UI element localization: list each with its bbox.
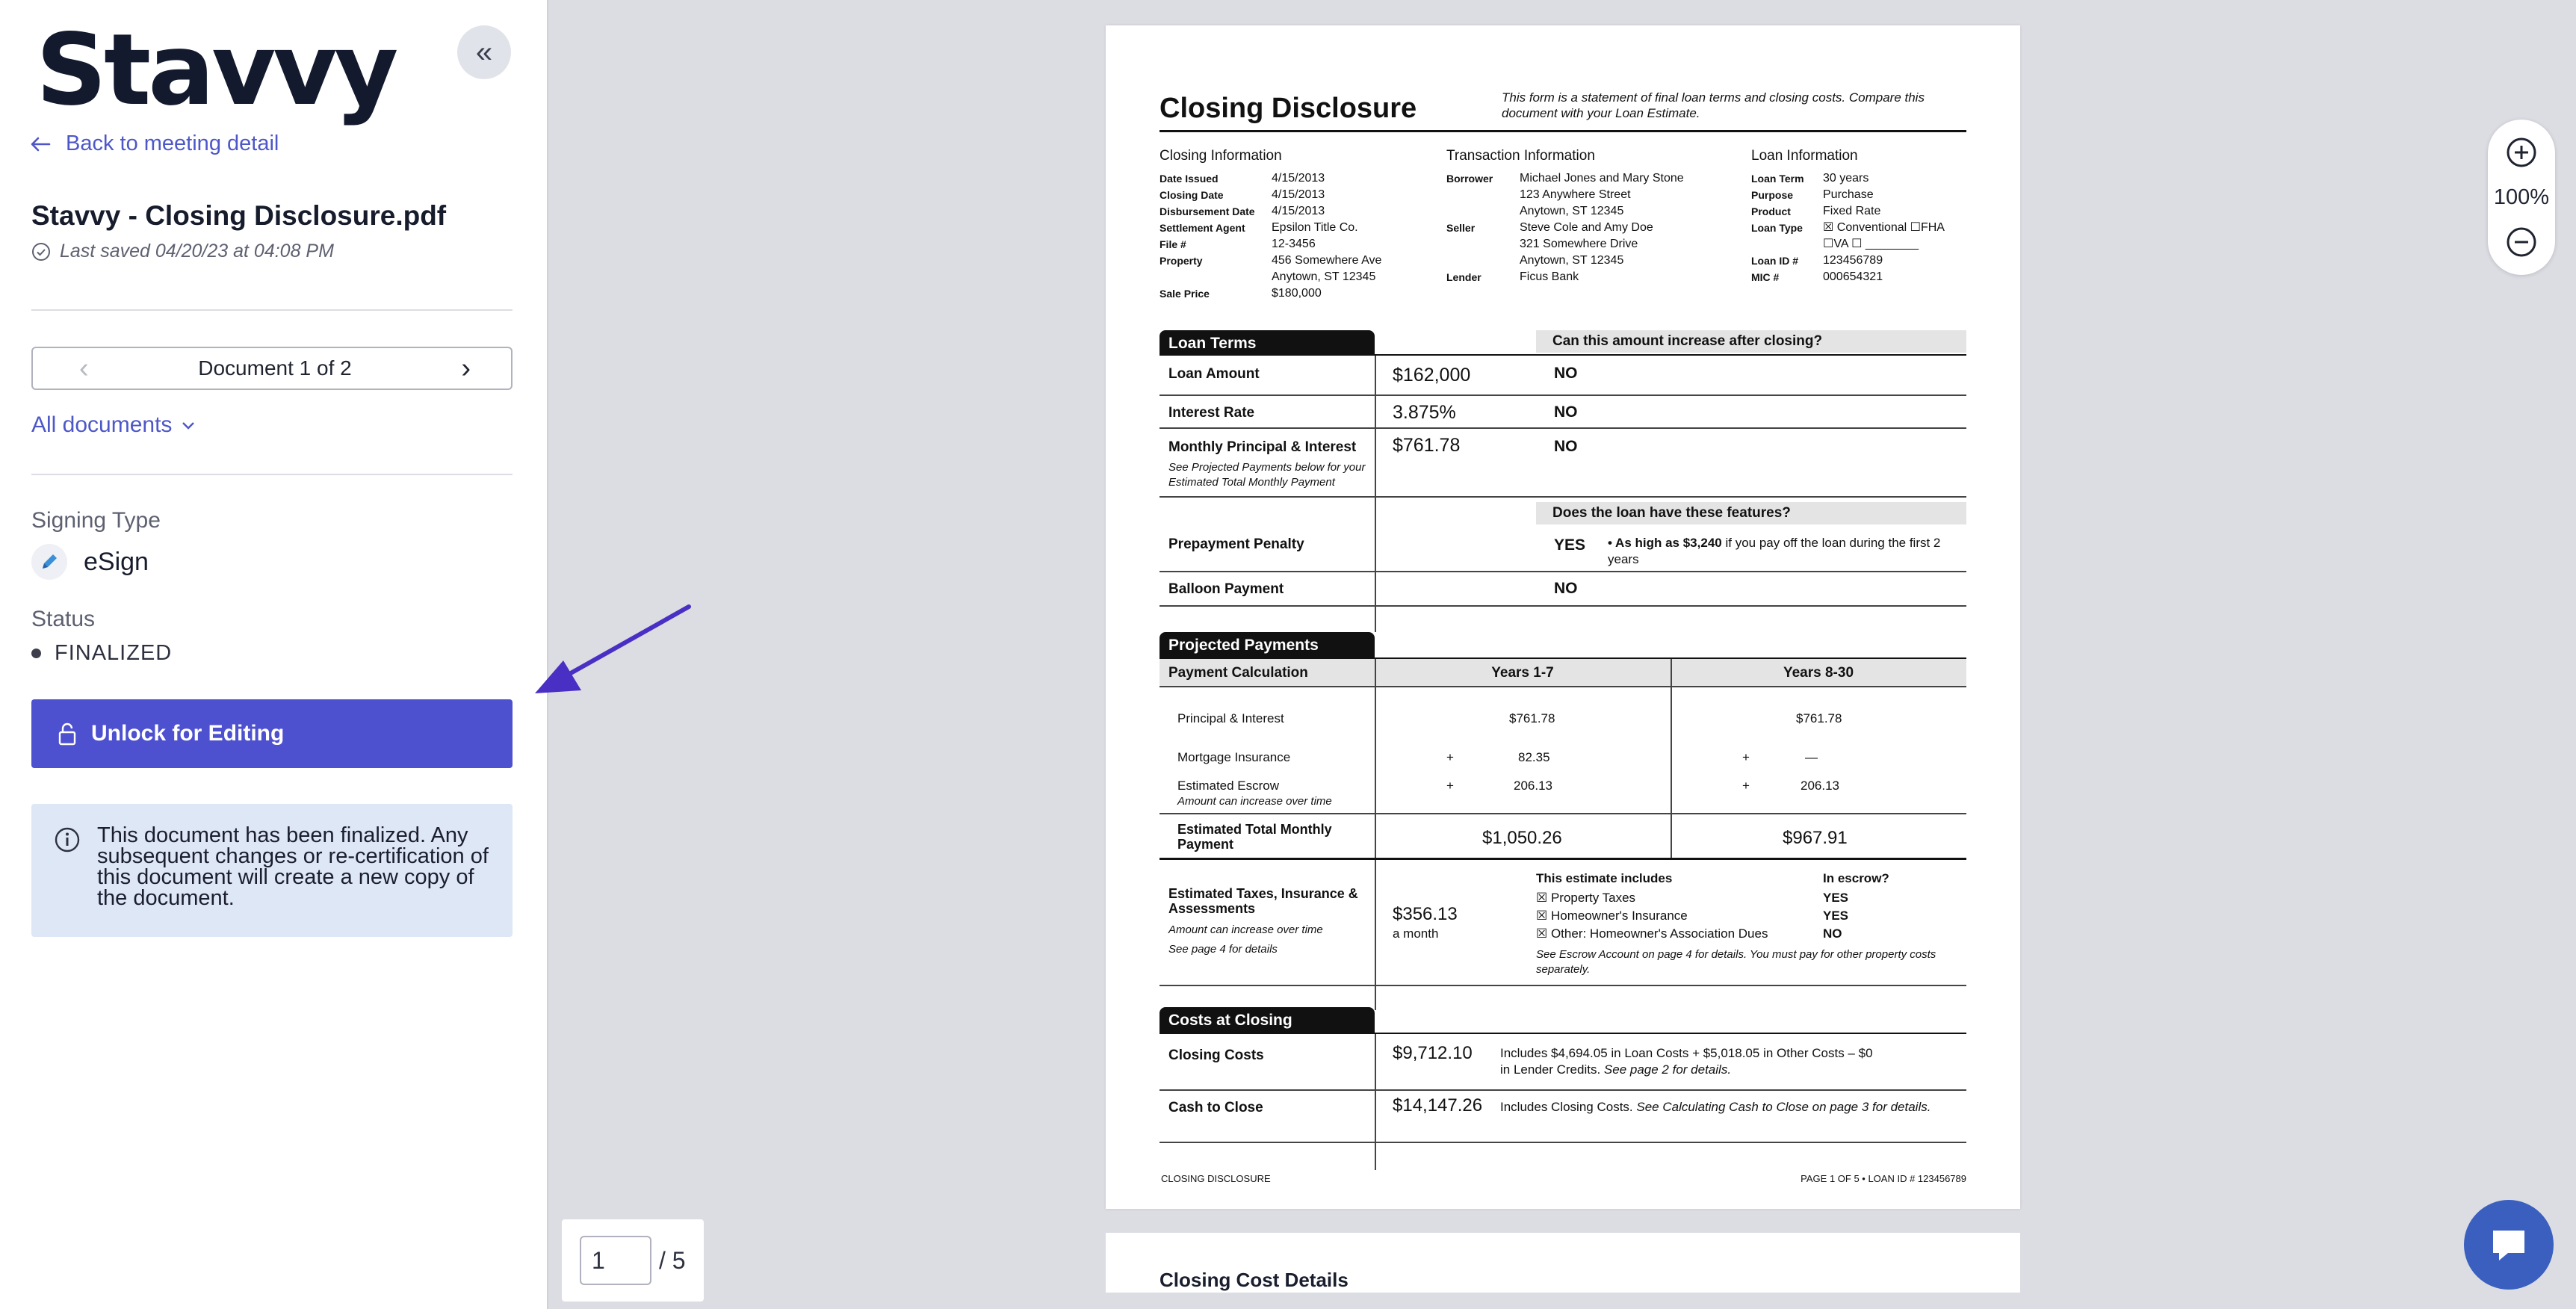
- divider: [31, 474, 513, 475]
- prepayment-detail-text: if you pay off the loan during the first 2 years: [1608, 536, 1941, 566]
- info-value: Purchase: [1823, 188, 1874, 201]
- info-message: This document has been finalized. Any subsequent changes or re-certification of this document will create a new copy of the document.: [97, 823, 489, 910]
- divider: [1159, 496, 1966, 498]
- info-row: [1751, 170, 1945, 187]
- info-key: [1159, 269, 1272, 285]
- features-question: Does the loan have these features?: [1536, 502, 1966, 524]
- info-value: ☐VA ☐ ________: [1823, 238, 1919, 250]
- info-value: 12-3456: [1272, 238, 1316, 250]
- transaction-info-heading: Transaction Information: [1446, 148, 1595, 164]
- total-monthly-label: Estimated Total Monthly Payment: [1177, 822, 1332, 852]
- balloon-answer: NO: [1554, 580, 1578, 597]
- divider: [1159, 985, 1966, 986]
- page-total: / 5: [659, 1246, 686, 1274]
- include-escrow: NO: [1823, 926, 1842, 941]
- taxes-sub2: See page 4 for details: [1168, 943, 1278, 956]
- info-key: MIC #: [1751, 271, 1780, 283]
- divider: [1159, 686, 1966, 687]
- all-documents-dropdown[interactable]: [31, 412, 197, 438]
- mi-row-c2: —: [1805, 750, 1818, 764]
- prepayment-label: Prepayment Penalty: [1168, 536, 1304, 552]
- info-key: Property: [1159, 255, 1203, 267]
- pdf-page: [1106, 25, 2020, 1209]
- chat-support-button[interactable]: [2464, 1200, 2554, 1290]
- info-row: [1751, 187, 1945, 203]
- info-value: 4/15/2013: [1272, 205, 1325, 217]
- info-key: [1446, 203, 1520, 220]
- costs-at-closing-tab: Costs at Closing: [1159, 1007, 1375, 1033]
- years-8-30-header: Years 8-30: [1783, 665, 1854, 681]
- info-row: [1446, 253, 1684, 269]
- info-key: Seller: [1446, 222, 1476, 234]
- zoom-level: 100%: [2493, 185, 2550, 209]
- info-key: Date Issued: [1159, 173, 1219, 185]
- info-value: Michael Jones and Mary Stone: [1520, 172, 1684, 185]
- info-value: 123 Anywhere Street: [1520, 188, 1631, 201]
- info-row: [1159, 170, 1381, 187]
- info-value: Anytown, ST 12345: [1272, 270, 1376, 283]
- divider: [1159, 605, 1966, 607]
- info-value: 321 Somewhere Drive: [1520, 238, 1638, 250]
- in-escrow-heading: In escrow?: [1823, 871, 1889, 885]
- info-key: Product: [1751, 205, 1791, 217]
- check-circle-icon: [31, 242, 51, 262]
- pdf-page-2: [1106, 1233, 2020, 1293]
- includes-heading: This estimate includes: [1536, 871, 1673, 885]
- pi-row-label: Principal & Interest: [1177, 711, 1284, 725]
- total-1-7: $1,050.26: [1482, 828, 1562, 848]
- payment-calculation-label: Payment Calculation: [1168, 665, 1308, 681]
- status-label: Status: [31, 607, 96, 631]
- escrow-row-label: Estimated Escrow: [1177, 779, 1280, 793]
- monthly-pi-answer: NO: [1554, 438, 1578, 455]
- info-row: [1159, 269, 1381, 285]
- double-chevron-left-icon: «: [475, 35, 493, 69]
- info-row: [1751, 220, 1945, 236]
- chat-bubble-icon: [2486, 1222, 2532, 1268]
- rule: [1159, 1033, 1966, 1034]
- zoom-in-icon[interactable]: [2505, 136, 2538, 169]
- plus-sign: +: [1446, 750, 1454, 764]
- info-value: 30 years: [1823, 172, 1869, 185]
- divider: [1671, 659, 1672, 858]
- info-value: ☒ Conventional ☐FHA: [1823, 221, 1945, 234]
- divider: [1159, 427, 1966, 429]
- escrow-row-sub: Amount can increase over time: [1177, 795, 1332, 808]
- info-key: [1446, 236, 1520, 253]
- info-row: [1159, 220, 1381, 236]
- page-number-input[interactable]: 1: [580, 1236, 651, 1285]
- years-1-7-header: Years 1-7: [1491, 665, 1554, 681]
- info-value: 4/15/2013: [1272, 172, 1325, 185]
- escrow-row-c1: 206.13: [1514, 779, 1552, 793]
- document-navigator: [31, 347, 513, 390]
- document-counter: Document 1 of 2: [198, 356, 352, 380]
- loan-info-heading: Loan Information: [1751, 148, 1858, 164]
- divider: [1159, 1142, 1966, 1143]
- monthly-pi-value: $761.78: [1393, 435, 1461, 456]
- arrow-left-icon: [30, 136, 51, 152]
- divider: [1159, 1089, 1966, 1091]
- include-item: ☒ Property Taxes: [1536, 891, 1636, 905]
- info-key: [1446, 253, 1520, 269]
- info-row: [1446, 236, 1684, 253]
- info-key: Closing Date: [1159, 189, 1224, 201]
- rule: [1159, 354, 1966, 356]
- info-value: Anytown, ST 12345: [1520, 205, 1624, 217]
- info-row: [1446, 187, 1684, 203]
- info-key: [1446, 187, 1520, 203]
- loan-terms-question: Can this amount increase after closing?: [1536, 330, 1966, 353]
- loan-terms-tab: Loan Terms: [1159, 330, 1375, 356]
- back-link-label: Back to meeting detail: [66, 131, 279, 155]
- closing-info-heading: Closing Information: [1159, 148, 1282, 164]
- info-key: Sale Price: [1159, 288, 1210, 300]
- unlock-button-label: Unlock for Editing: [91, 721, 285, 746]
- pdf-footer-left: CLOSING DISCLOSURE: [1161, 1173, 1271, 1184]
- next-document-button[interactable]: ›: [461, 352, 471, 384]
- mi-row-label: Mortgage Insurance: [1177, 750, 1291, 764]
- info-key: Loan ID #: [1751, 255, 1799, 267]
- info-key: Borrower: [1446, 173, 1493, 185]
- loan-info-list: [1751, 170, 1945, 285]
- info-row: [1446, 170, 1684, 187]
- collapse-sidebar-button[interactable]: [457, 25, 511, 79]
- info-row: [1751, 269, 1945, 285]
- info-row: [1446, 220, 1684, 236]
- plus-sign: +: [1742, 750, 1750, 764]
- divider: [1375, 659, 1376, 1010]
- info-row: [1446, 203, 1684, 220]
- info-value: 4/15/2013: [1272, 188, 1325, 201]
- balloon-label: Balloon Payment: [1168, 581, 1284, 597]
- info-key: [1751, 236, 1823, 253]
- finalized-info-box: [31, 804, 513, 937]
- status-dot: [31, 649, 41, 658]
- include-item: ☒ Homeowner's Insurance: [1536, 909, 1688, 923]
- info-row: [1446, 269, 1684, 285]
- document-title: Stavvy - Closing Disclosure.pdf: [31, 200, 447, 231]
- escrow-row-c2: 206.13: [1801, 779, 1839, 793]
- chevron-down-icon: [179, 418, 197, 433]
- info-row: [1159, 236, 1381, 253]
- info-row: [1751, 236, 1945, 253]
- closing-costs-desc2-text: in Lender Credits.: [1500, 1062, 1601, 1077]
- info-key: Disbursement Date: [1159, 205, 1255, 217]
- interest-rate-value: 3.875%: [1393, 402, 1456, 423]
- info-row: [1159, 253, 1381, 269]
- divider: [1159, 571, 1966, 572]
- signing-type: [31, 544, 149, 580]
- cash-to-close-desc-italic: See Calculating Cash to Close on page 3 for details.: [1636, 1100, 1931, 1114]
- loan-amount-answer: NO: [1554, 365, 1578, 382]
- pi-row-c1: $761.78: [1509, 711, 1555, 725]
- closing-info-list: [1159, 170, 1381, 302]
- all-documents-label: All documents: [31, 412, 173, 437]
- info-value: Anytown, ST 12345: [1520, 254, 1624, 267]
- cash-to-close-label: Cash to Close: [1168, 1100, 1263, 1115]
- total-8-30: $967.91: [1783, 828, 1848, 848]
- last-saved-text: Last saved 04/20/23 at 04:08 PM: [60, 241, 334, 262]
- loan-amount-label: Loan Amount: [1168, 366, 1260, 382]
- divider: [1375, 1034, 1376, 1170]
- closing-costs-desc: Includes $4,694.05 in Loan Costs + $5,018.05 in Other Costs – $0: [1500, 1046, 1873, 1060]
- mi-row-c1: 82.35: [1518, 750, 1550, 764]
- last-saved-status: [31, 241, 334, 262]
- closing-costs-label: Closing Costs: [1168, 1047, 1264, 1063]
- info-icon: [54, 826, 81, 853]
- page2-heading: Closing Cost Details: [1159, 1269, 1349, 1291]
- include-escrow: YES: [1823, 909, 1849, 923]
- pdf-description: This form is a statement of final loan terms and closing costs. Compare this document with your Loan Estimate.: [1502, 90, 1925, 120]
- info-value: Ficus Bank: [1520, 270, 1579, 283]
- info-value: 123456789: [1823, 254, 1883, 267]
- pdf-footer-right: PAGE 1 OF 5 • LOAN ID # 123456789: [1801, 1173, 1966, 1184]
- info-row: [1751, 203, 1945, 220]
- projected-payments-tab: Projected Payments: [1159, 632, 1375, 657]
- signing-type-value: eSign: [84, 547, 149, 576]
- cash-to-close-desc-text: Includes Closing Costs.: [1500, 1100, 1633, 1114]
- loan-amount-value: $162,000: [1393, 365, 1471, 386]
- unlock-for-editing-button[interactable]: [31, 699, 513, 768]
- info-value: $180,000: [1272, 287, 1322, 300]
- prepayment-answer: YES: [1554, 536, 1586, 554]
- status-value: FINALIZED: [55, 641, 173, 665]
- info-key: Loan Term: [1751, 173, 1804, 185]
- lock-icon: [57, 722, 78, 746]
- plus-sign: +: [1742, 779, 1750, 793]
- cash-to-close-desc: [1500, 1100, 1931, 1115]
- escrow-note: See Escrow Account on page 4 for details. You must pay for other property costs separately.: [1536, 948, 1936, 976]
- closing-costs-desc2-italic: See page 2 for details.: [1603, 1062, 1732, 1077]
- closing-costs-desc2: [1500, 1062, 1731, 1077]
- divider: [31, 309, 513, 311]
- info-row: [1159, 187, 1381, 203]
- rule: [1159, 858, 1966, 860]
- signing-type-label: Signing Type: [31, 508, 161, 533]
- page-navigator: [562, 1219, 704, 1302]
- info-row: [1751, 253, 1945, 269]
- info-value: Fixed Rate: [1823, 205, 1881, 217]
- taxes-label: Estimated Taxes, Insurance & Assessments: [1168, 886, 1358, 916]
- taxes-sub1: Amount can increase over time: [1168, 923, 1323, 936]
- sidebar: [0, 0, 548, 1309]
- closing-costs-value: $9,712.10: [1393, 1043, 1473, 1063]
- rule: [1159, 130, 1966, 132]
- info-value: 000654321: [1823, 270, 1883, 283]
- divider: [1375, 356, 1376, 632]
- pen-icon: [31, 544, 67, 580]
- pi-row-c2: $761.78: [1796, 711, 1842, 725]
- zoom-out-icon[interactable]: [2505, 226, 2538, 259]
- divider: [1159, 813, 1966, 814]
- info-key: Purpose: [1751, 189, 1794, 201]
- info-value: Epsilon Title Co.: [1272, 221, 1358, 234]
- info-key: File #: [1159, 238, 1186, 250]
- back-to-meeting-link[interactable]: [30, 131, 279, 156]
- info-value: 456 Somewhere Ave: [1272, 254, 1382, 267]
- cash-to-close-value: $14,147.26: [1393, 1095, 1483, 1115]
- zoom-controls: [2488, 120, 2555, 275]
- info-row: [1159, 203, 1381, 220]
- interest-rate-label: Interest Rate: [1168, 405, 1255, 421]
- status-indicator: [31, 641, 172, 666]
- prepayment-detail: [1608, 535, 1959, 568]
- stavvy-logo[interactable]: Stavvy: [36, 13, 396, 128]
- info-key: Settlement Agent: [1159, 222, 1245, 234]
- info-key: Loan Type: [1751, 222, 1803, 234]
- monthly-pi-note: See Projected Payments below for your Estimated Total Monthly Payment: [1168, 461, 1366, 489]
- info-key: Lender: [1446, 271, 1481, 283]
- divider: [1159, 394, 1966, 396]
- plus-sign: +: [1446, 779, 1454, 793]
- monthly-pi-label: Monthly Principal & Interest: [1168, 439, 1357, 455]
- include-item: ☒ Other: Homeowner's Association Dues: [1536, 926, 1768, 941]
- pdf-title: Closing Disclosure: [1159, 93, 1417, 124]
- annotation-arrow: [523, 598, 695, 702]
- interest-rate-answer: NO: [1554, 403, 1578, 421]
- prepayment-detail-bold: • As high as $3,240: [1608, 536, 1722, 550]
- info-row: [1159, 285, 1381, 302]
- prev-document-button[interactable]: ‹: [79, 352, 89, 384]
- info-value: Steve Cole and Amy Doe: [1520, 221, 1653, 234]
- taxes-value: $356.13: [1393, 904, 1458, 924]
- include-escrow: YES: [1823, 891, 1849, 905]
- transaction-info-list: [1446, 170, 1684, 285]
- taxes-period: a month: [1393, 926, 1439, 941]
